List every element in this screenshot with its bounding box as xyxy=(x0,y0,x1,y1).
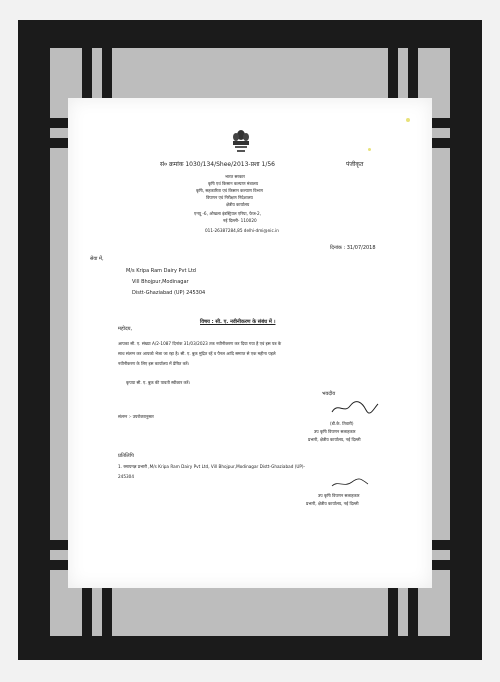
contact-line: 011-26387284,85 delhi-dmi@nic.in xyxy=(205,228,279,233)
officer-office: प्रभारी, क्षेत्रीय कार्यालय, नई दिल्ली xyxy=(308,437,361,442)
registered-label: पंजीकृत xyxy=(346,161,364,168)
to-label: सेवा में, xyxy=(90,256,104,262)
frame-bar-right-top-2 xyxy=(408,48,418,98)
paper-stain-2 xyxy=(368,148,371,151)
letter-subject: विषय : सी. ए. नवीनीकरण के संबंध में । xyxy=(200,319,276,325)
footer-title: उप कृषि विपणन सलाहकार xyxy=(318,493,360,498)
officer-signature xyxy=(330,400,380,416)
letter-page xyxy=(68,98,432,588)
addressee-name: M/s Kripa Ram Dairy Pvt Ltd xyxy=(126,268,196,274)
copy-line-1: 1. रसायनज्ञ प्रभारी ,M/s Kripa Ram Dairy Pvt Ltd, Vill Bhojpur,Modinagar Distt-Ghaziabad (UP)- xyxy=(118,464,306,469)
officer-title: उप कृषि विपणन सलाहकार xyxy=(314,429,356,434)
frame-bar-left-mid xyxy=(50,118,68,128)
body-line-1: आपका सी. ए. संख्या A/2-1087 दिनांक 31/03/2023 तक नवीनीकरण कर दिया गया है एवं इस पत्र के xyxy=(118,341,282,346)
signature-label: भवदीय xyxy=(322,391,336,397)
salutation: महोदय, xyxy=(118,326,133,332)
body-line-3: नवीनीकरण के लिए इस कार्यालय में प्रेषित करें। xyxy=(118,361,190,366)
frame-bar-right-top xyxy=(388,48,398,98)
frame-bar-right-mid xyxy=(432,118,450,128)
reference-number: सं० क्रमांक 1030/134/Shee/2013-प्रशा 1/56 xyxy=(160,161,275,168)
frame-bar-right-bottom xyxy=(388,588,398,636)
gov-line-5: क्षेत्रीय कार्यालय xyxy=(226,202,250,207)
frame-bar-right-mid-2 xyxy=(432,138,450,148)
gov-line-1: भारत सरकार xyxy=(225,174,246,179)
frame-bar-left-top xyxy=(82,48,92,98)
frame-bar-left-low xyxy=(50,540,68,550)
body-line-4: कृपया सी. ए. बुक की पावती स्वीकार करें। xyxy=(126,380,191,385)
body-line-2: साथ संलग्न कर आपको भेजा जा रहा है। सी. ए. बुक मुद्रित रहें व पैनल आदि समाप्त से एक महीना पहले xyxy=(118,351,276,356)
enclosure-line: संलग्न :- उपरोक्तानुसार xyxy=(118,414,154,419)
gov-line-2: कृषि एवं किसान कल्याण मंत्रालय xyxy=(208,181,259,186)
gov-line-4: विपणन एवं निरीक्षण निदेशालय xyxy=(206,195,253,200)
footer-office: प्रभारी, क्षेत्रीय कार्यालय, नई दिल्ली xyxy=(306,501,359,506)
address-line-2: नई दिल्ली- 110020 xyxy=(223,218,257,223)
addressee-village: Vill Bhojpur,Modinagar xyxy=(132,279,189,285)
frame-bar-right-low xyxy=(432,540,450,550)
frame-bar-left-top-2 xyxy=(102,48,112,98)
second-signature xyxy=(330,478,370,490)
copy-line-2: 245304 xyxy=(118,474,134,479)
national-emblem-icon xyxy=(230,128,252,156)
frame-bar-left-low-2 xyxy=(50,560,68,570)
address-line-1: एनयू -6, ओखला इंडस्ट्रियल एरिया, फेज-2, xyxy=(194,211,262,216)
frame-bar-left-mid-2 xyxy=(50,138,68,148)
frame-bar-left-bottom xyxy=(82,588,92,636)
paper-stain xyxy=(406,118,410,122)
frame-bar-right-low-2 xyxy=(432,560,450,570)
frame-bar-left-bottom-2 xyxy=(102,588,112,636)
letter-date: दिनांक : 31/07/2018 xyxy=(330,245,376,251)
frame-bar-right-bottom-2 xyxy=(408,588,418,636)
copy-label: प्रतिलिपि xyxy=(118,453,134,459)
gov-line-3: कृषि, सहकारिता एवं किसान कल्याण विभाग xyxy=(196,188,263,193)
addressee-district: Distt-Ghaziabad (UP) 245304 xyxy=(132,290,206,296)
officer-name: (डी.के. तिवारी) xyxy=(330,421,354,426)
